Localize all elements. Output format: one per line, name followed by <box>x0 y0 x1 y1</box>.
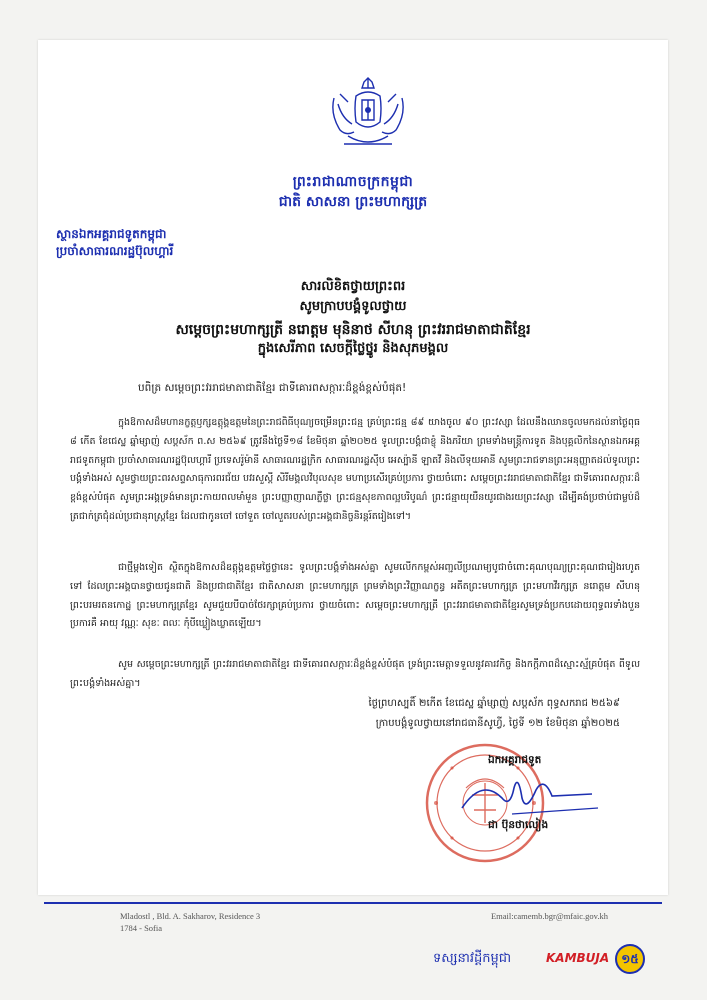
page-number-badge: ១៥ <box>615 944 645 974</box>
date-solar: ក្រាបបង្គំទូលថ្វាយនៅរាជធានីសូហ្វី, ថ្ងៃទី ១២ ខែមិថុនា ឆ្នាំ២០២៥ <box>375 718 620 729</box>
body-paragraph-3-text: សូម សម្តេចព្រះមហាក្សត្រី ព្រះវររាជមាតាជាតិខ្មែរ ជាទីគោរពសក្ការៈដ៏ខ្ពង់ខ្ពស់បំផុត ទ្រង់ព្រះមេត្តាទទួលនូវគារវកិច្ច និងកក្តីភាពដ៏ស្មោះស្ម័គ្របំផុត ពីទូលព្រះបង្គំទាំងអស់គ្នា។ <box>70 659 640 689</box>
national-motto: ជាតិ សាសនា ព្រះមហាក្សត្រ <box>278 194 428 210</box>
addressee: សម្តេចព្រះមហាក្សត្រី នរោត្តម មុនិនាថ សីហនុ ព្រះវររាជមាតាជាតិខ្មែរ <box>175 322 531 338</box>
body-paragraph-3 <box>70 656 640 694</box>
footer-divider <box>44 902 662 904</box>
blessing-line: ក្នុងសេរីភាព សេចក្តីថ្លៃថ្នូរ និងសុភមង្គល <box>257 341 449 356</box>
royal-emblem-icon <box>326 74 410 154</box>
body-paragraph-1 <box>70 414 640 527</box>
footer-email: Email:camemb.bgr@mfaic.gov.kh <box>490 911 608 921</box>
embassy-name-line1: ស្ថានឯកអគ្គរាជទូតកម្ពុជា <box>56 227 167 241</box>
signature-icon <box>452 768 602 823</box>
footer-address-line1: Mladostl , Bld. A. Sakharov, Residence 3 <box>120 911 261 921</box>
magazine-name: ទស្សនាវដ្តីកម្ពុជា <box>433 951 512 966</box>
body-paragraph-2-text: ជាថ្មីម្តងទៀត ស្ថិតក្នុងឱកាសដ៏ឧត្តុង្គឧត្តមថ្លៃថ្លានេះ ទូលព្រះបង្គំទាំងអស់គ្នា សូមលើកកម្ពស់អញ្ជលីប្រណម្យបូជាចំពោះគុណបុណ្យព្រះគុណជារៀងរហូតទៅ ដែលព្រះអង្គបានថ្វាយជូនជាតិ និងប្រជាជាតិខ្មែរ ជាតិសាសនា ព្រះមហាក្សត្រ ព្រមទាំងព្រះវិញ្ញាណក្ខន្ធ អតីតព្រះមហាក្សត្រ ព្រះមហាវីរក្សត្រ នរោត្តម សីហនុ ព្រះបរមរតនកោដ្ឋ ព្រះមហាក្សត្រខ្មែរ សូមជួយបីបាច់ថែរក្សាគ្រប់ប្រការ ថ្វាយចំពោះ សម្តេចព្រះមហាក្សត្រី ព្រះវររាជមាតាជាតិខ្មែរសូមទ្រង់ប្រកបដោយពុទ្ធពរទាំងបួនប្រការគឺ អាយុ វណ្ណៈ សុខៈ ពលៈ កុំបីឃ្លៀងឃ្លាតឡើយ។ <box>70 562 640 630</box>
date-lunar: ថ្ងៃព្រហស្បតិ៍ ២កើត ខែជេស្ឋ ឆ្នាំម្សាញ់ សប្តស័ក ពុទ្ធសករាជ ២៥៦៩ <box>368 698 620 709</box>
kingdom-heading: ព្រះរាជាណាចក្រកម្ពុជា <box>292 174 414 190</box>
body-paragraph-1-text: ក្នុងឱកាសដ៏មហានក្ខត្តឫក្សឧត្តុង្គឧត្តមនៃព្រះរាជពិធីបុណ្យចម្រើនព្រះជន្ម គ្រប់ព្រះជន្ម ៨៩ យាងចូល ៩០ ព្រះវស្សា ដែលនឹងឈានចូលមកដល់នាថ្ងៃពុធ ៨ កើត ខែជេស្ឋ ឆ្នាំម្សាញ់ សប្តស័ក ព.ស ២៥៦៩ ត្រូវនឹងថ្ងៃទី១៨ ខែមិថុនា ឆ្នាំ២០២៥ ទូលព្រះបង្គំជាខ្ញុំ និងភរិយា ព្រមទាំងមន្ត្រីការទូត និងបុគ្គលិកនៃស្ថានឯកអគ្គរាជទូតកម្ពុជា ប្រចាំសាធារណរដ្ឋប៊ុលហ្គារី ប្រទេសរ៉ូម៉ានី សាធារណរដ្ឋក្រិក សាធារណរដ្ឋស៊ីប អេស្ប៉ានី ឡាតវី និងលីទុយអានី សូមព្រះរាជទានព្រះអនុញ្ញាតដល់ទូលព្រះបង្គំទាំងអស់ សូមថ្វាយព្រះពរសព្ទសាធុការពរជ័យ បវរសួស្តី សិរីមង្គលវិបុលសុខ មហាប្រសើរគ្រប់ប្រការ ថ្វាយចំពោះ សម្តេចព្រះវររាជមាតាជាតិខ្មែរ ជាទីគោរពសក្ការៈដ៏ខ្ពង់ខ្ពស់បំផុត សូមព្រះអង្គទ្រង់មានព្រះកាយពលមាំមួន ព្រះបញ្ញាញាណភ្លឺថ្លា ព្រះជន្មសុខភាពល្អបរិបូណ៌ ព្រះជន្មាយុយឺនយូរជាងរយព្រះវស្សា ដើម្បីគង់ប្រថាប់ជាម្លប់ដ៏ត្រជាក់ត្រជុំដល់ប្រជានុរាស្រ្តខ្មែរ ដែលជាកូនចៅ ចៅទួត ចៅលួតរបស់ព្រះអង្គជានិច្ចនិរន្តរ៍តរៀងទៅ។ <box>70 417 640 522</box>
footer-address-line2: 1784 - Sofia <box>120 923 163 933</box>
embassy-name-line2: ប្រចាំសាធារណរដ្ឋប៊ុលហ្គារី <box>56 244 174 258</box>
letter-subtitle: សូមក្រាបបង្គំទូលថ្វាយ <box>299 299 407 314</box>
letter-title: សារលិខិតថ្វាយព្រះពរ <box>300 279 406 294</box>
signer-title: ឯកអគ្គរាជទូត <box>488 754 542 766</box>
salutation: បពិត្រ សម្តេចព្រះវររាជមាតាជាតិខ្មែរ ជាទីគោរពសក្ការៈដ៏ខ្ពង់ខ្ពស់បំផុត! <box>138 382 407 394</box>
body-paragraph-2 <box>70 559 640 634</box>
signer-name: ជា ប៊ុនថាលៀង <box>488 819 549 831</box>
magazine-brand: KAMBUJA <box>546 951 610 965</box>
letter-page <box>38 40 668 933</box>
